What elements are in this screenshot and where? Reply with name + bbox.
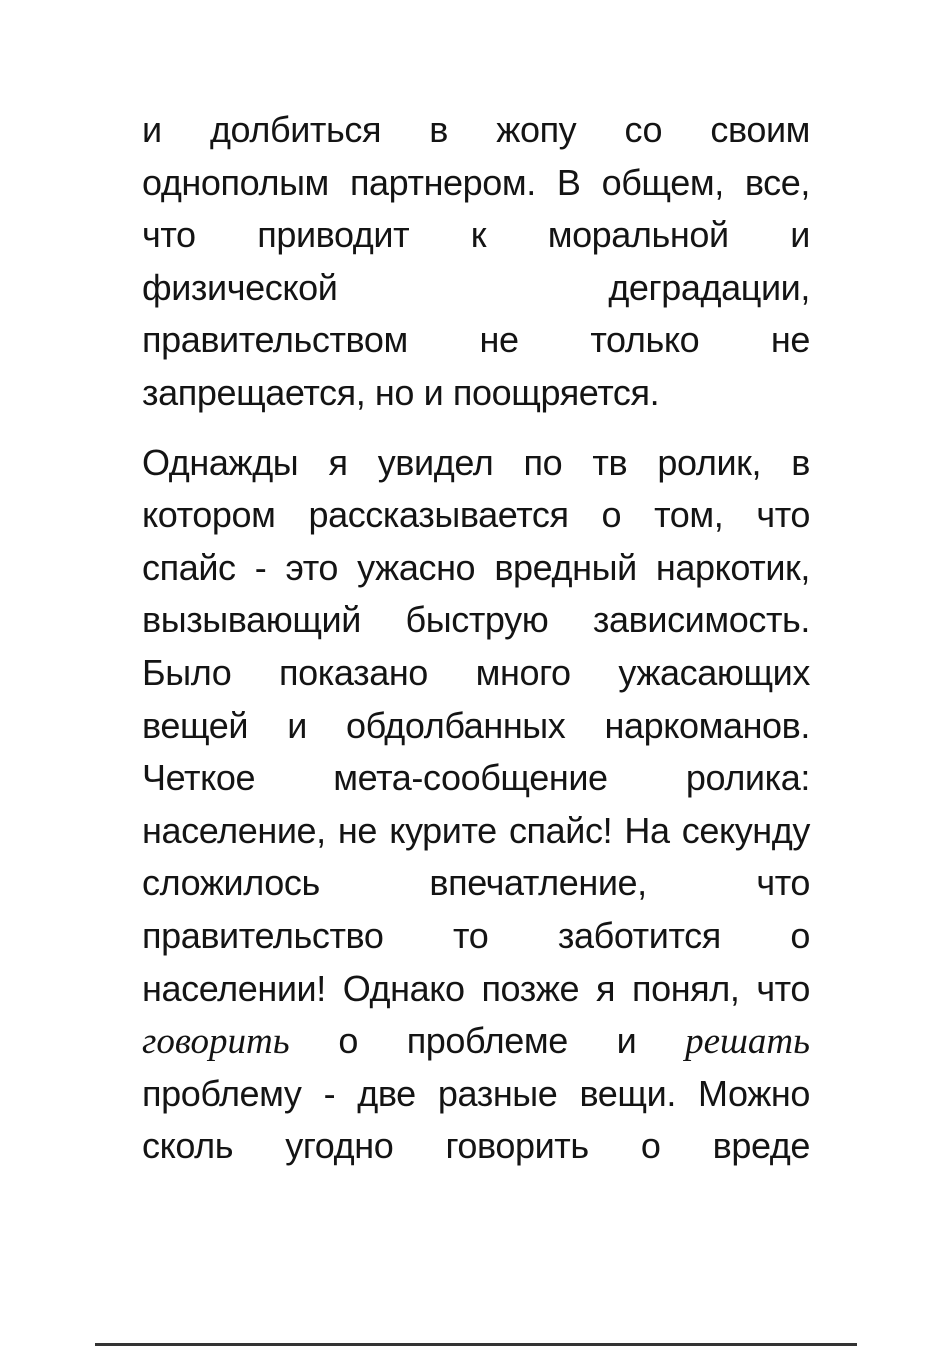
text-segment: Четкое мета-сообщение ролика:	[142, 757, 810, 799]
text-line	[142, 262, 810, 315]
text-segment: однополым партнером. В общем, все,	[142, 161, 810, 203]
text-segment: проблему - две разные вещи. Можно	[142, 1072, 810, 1114]
text-segment: и долбиться в жопу со своим	[142, 109, 810, 150]
text-segment: сколь угодно говорить о вреде	[142, 1125, 810, 1167]
text-line	[142, 542, 810, 595]
text-line	[142, 314, 810, 367]
text-line	[142, 157, 810, 210]
text-segment: спайс - это ужасно вредный наркотик,	[142, 546, 810, 588]
text-line	[142, 209, 810, 262]
text-line	[142, 1015, 810, 1068]
text-column	[142, 104, 810, 1173]
paragraph	[142, 437, 810, 1173]
text-segment: сложилось впечатление, что	[142, 862, 810, 904]
text-line	[142, 594, 810, 647]
text-segment: вещей и обдолбанных наркоманов.	[142, 704, 810, 746]
text-segment: что приводит к моральной и	[142, 214, 810, 256]
text-segment: Было показано много ужасающих	[142, 651, 810, 693]
paragraph	[142, 104, 810, 420]
text-line	[142, 489, 810, 542]
text-segment: правительство то заботится о	[142, 914, 810, 956]
text-segment: котором рассказывается о том, что	[142, 494, 810, 536]
text-line	[142, 1068, 810, 1121]
text-segment: Однажды я увидел по тв ролик, в	[142, 441, 810, 483]
italic-word: решать	[685, 1021, 810, 1063]
text-line	[142, 367, 810, 420]
text-line	[142, 437, 810, 490]
text-line	[142, 805, 810, 858]
text-segment: населении! Однако позже я понял, что	[142, 967, 810, 1009]
text-segment: правительством не только не	[142, 319, 810, 361]
text-segment: запрещается, но и поощряется.	[142, 371, 660, 413]
text-line	[142, 752, 810, 805]
text-line	[142, 700, 810, 753]
text-line	[142, 857, 810, 910]
text-segment: физической деградации,	[142, 266, 810, 308]
text-segment: о проблеме и	[289, 1020, 686, 1062]
text-segment: вызывающий быструю зависимость.	[142, 599, 810, 641]
text-line	[142, 1120, 810, 1173]
text-line	[142, 104, 810, 157]
text-line	[142, 910, 810, 963]
text-segment: население, не курите спайс! На секунду	[142, 809, 810, 851]
text-line	[142, 963, 810, 1016]
text-line	[142, 647, 810, 700]
reading-progress-bar	[95, 1343, 857, 1346]
italic-word: говорить	[142, 1021, 290, 1063]
